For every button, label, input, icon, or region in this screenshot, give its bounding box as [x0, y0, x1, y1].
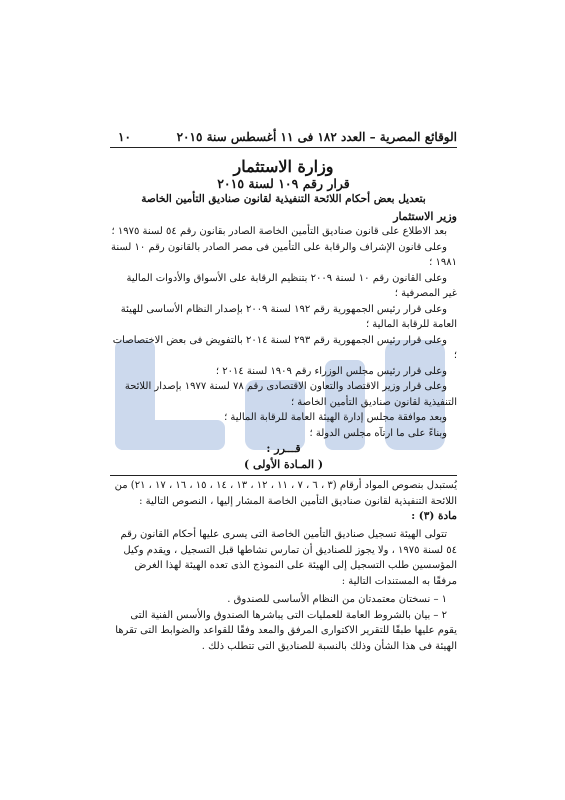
article-one-text: يُستبدل بنصوص المواد أرقام (٣ ، ٦ ، ٧ ، ١١ ، ١٢ ، ١٣ ، ١٤ ، ١٥ ، ١٦ ، ١٧ ، ٢١) من اللائحة التنفيذية لقانون صناديق التأمين الخاصة المشار إليها ، النصوص التالية :: [110, 475, 457, 509]
article-three-heading: مادة (٣) :: [411, 510, 457, 522]
article-three-text: تتولى الهيئة تسجيل صناديق التأمين الخاصة التى يسرى عليها أحكام القانون رقم ٥٤ لسنة ١٩٧٥ ، ولا يجوز للصناديق أن تمارس نشاطها قبل التسجيل ، ويقدم وكيل المؤسسين طلب التسجيل إلى الهيئة على النموذج الذى تعده الهيئة لهذا الغرض مرفقًا به المستندات التالية :: [120, 529, 457, 587]
list-item: ١ – نسختان معتمدتان من النظام الأساسى للصندوق .: [227, 594, 447, 605]
gazette-page: [110, 130, 457, 654]
running-title: الوقائع المصرية – العدد ١٨٢ فى ١١ أغسطس سنة ٢٠١٥: [176, 130, 457, 144]
issuer: وزير الاستثمار: [393, 210, 457, 223]
decided-heading: قـــرر :: [266, 442, 301, 455]
preamble-line: وبناءً على ما ارتآه مجلس الدولة ؛: [309, 427, 447, 439]
decree-title: قرار رقم ١٠٩ لسنة ٢٠١٥: [217, 176, 350, 191]
preamble-line: وعلى قرار وزير الاقتصاد والتعاون الاقتصادى رقم ٧٨ لسنة ١٩٧٧ بإصدار اللائحة التنفيذية لقانون صناديق التأمين الخاصة ؛: [124, 381, 457, 408]
preamble-line: وعلى قرار رئيس الجمهورية رقم ٢٩٣ لسنة ٢٠١٤ بالتفويض فى بعض الاختصاصات ؛: [112, 334, 457, 361]
preamble-line: وعلى قانون الإشراف والرقابة على التأمين فى مصر الصادر بالقانون رقم ١٠ لسنة ١٩٨١ ؛: [111, 241, 457, 268]
page-header: [110, 130, 457, 148]
preamble-line: بعد الاطلاع على قانون صناديق التأمين الخاصة الصادر بقانون رقم ٥٤ لسنة ١٩٧٥ ؛: [111, 226, 447, 237]
preamble: [110, 224, 457, 441]
preamble-line: وعلى قرار رئيس مجلس الوزراء رقم ١٩٠٩ لسنة ٢٠١٤ ؛: [215, 365, 447, 377]
article-one-heading: ( المـادة الأولى ): [243, 458, 324, 471]
ministry-title: وزارة الاستثمار: [233, 157, 334, 176]
decree-subject: بتعديل بعض أحكام اللائحة التنفيذية لقانون صناديق التأمين الخاصة: [141, 193, 426, 205]
preamble-line: وبعد موافقة مجلس إدارة الهيئة العامة للرقابة المالية ؛: [224, 412, 447, 423]
preamble-line: وعلى القانون رقم ١٠ لسنة ٢٠٠٩ بتنظيم الرقابة على الأسواق والأدوات المالية غير المصرفية ؛: [126, 272, 457, 299]
preamble-line: وعلى قرار رئيس الجمهورية رقم ١٩٢ لسنة ٢٠٠٩ بإصدار النظام الأساسى للهيئة العامة للرقابة المالية ؛: [120, 303, 457, 330]
page-number: ١٠: [118, 130, 131, 144]
list-item: ٢ – بيان بالشروط العامة للعمليات التى يباشرها الصندوق والأسس الفنية التى يقوم عليها طبقًا للتقرير الاكتوارى المرفق والمعد وفقًا للقواعد والضوابط التى تقرها الهيئة فى هذا الشأن وذلك بالنسبة للصناديق التى تتطلب ذلك .: [115, 609, 457, 652]
